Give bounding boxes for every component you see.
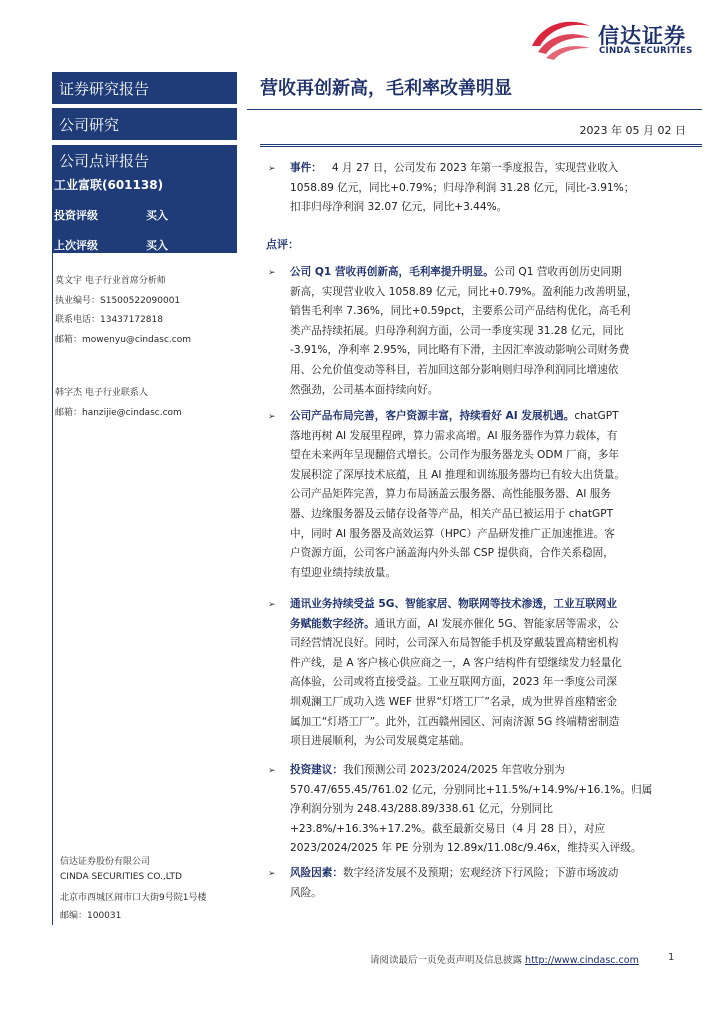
footer-text: 请阅读最后一页免责声明及信息披露 [370,955,523,966]
point-line: 器、边缘服务器及云储存设备等产品，相关产品已被运用于 chatGPT [290,507,614,520]
title-divider [247,109,702,110]
event-lead: 事件： [290,162,322,174]
bullet-arrow-icon: ➢ [268,164,276,174]
point-lead: 投资建议： [290,764,343,776]
point-line: 570.47/655.45/761.02 亿元，分别同比+11.5%/+14.9%/+16.1%。归属 [290,783,653,796]
point-line: 中，同时 AI 服务器及高效运算（HPC）产品研发推广正加速推进。客 [290,527,615,540]
bullet-arrow-icon: ➢ [268,869,276,879]
point-line: 圳观澜工厂成功入选 WEF 世界“灯塔工厂”名录，成为世界首座精密金 [290,695,618,708]
company-address: 北京市西城区闹市口大街9号院1号楼 [60,893,207,903]
company-name-en: CINDA SECURITIES CO.,LTD [60,872,182,882]
point-line: 发展积淀了深厚技术底蕴，且 AI 推理和训练服务器均已有较大出货量。 [290,468,625,481]
sub-category-label: 公司点评报告 [59,152,150,170]
point-paragraph-3 [290,595,682,752]
rating-label: 投资评级 [54,209,98,222]
point-line: 望在未来两年呈现翻倍式增长。公司作为服务器龙头 ODM 厂商，多年 [290,449,619,462]
point-line: 销售毛利率 7.36%，同比+0.59pct，主要系公司产品结构优化，高毛利 [290,305,631,318]
analyst1-email[interactable]: 邮箱：mowenyu@cindasc.com [55,335,192,345]
report-type-label: 证券研究报告 [59,79,150,98]
footer-link[interactable]: http://www.cindasc.com [525,955,639,966]
event-line: 扣非归母净利润 32.07 亿元，同比+3.44%。 [290,201,508,214]
point-line: 2023/2024/2025 年 PE 分别为 12.89x/11.08c/9.46x，维持买入评级。 [290,842,642,855]
stock-info-panel [52,145,237,253]
brand-logo [528,16,708,60]
analyst2-name: 韩字杰 电子行业联系人 [55,388,148,398]
sidebar-divider [52,253,53,925]
analyst1-name: 莫文宇 电子行业首席分析师 [55,276,166,286]
point-line: 落地再树 AI 发展里程碑，算力需求高增。AI 服务器作为算力载体，有 [290,429,618,442]
point-line: 高体验，公司或将直接受益。工业互联网方面，2023 年一季度公司深 [290,676,617,689]
rating-value: 买入 [146,209,168,222]
date-divider-2 [260,146,702,147]
bullet-arrow-icon: ➢ [268,268,276,278]
point-line: 然强劲，公司基本面持续向好。 [290,383,439,396]
bullet-arrow-icon: ➢ [268,766,276,776]
point-lead: 务赋能数字经济。 [290,617,375,630]
point-lead: 公司产品布局完善，客户资源丰富，持续看好 AI 发展机遇。 [290,410,575,422]
comment-heading: 点评： [266,238,299,251]
analyst1-license: 执业编号：S1500522090001 [55,296,181,306]
point-line: 新高，实现营业收入 1058.89 亿元，同比+0.79%。盈利能力改善明显， [290,285,638,298]
point-line: 公司 Q1 营收再创历史同期 [493,266,622,278]
point-line: 司经营情况良好。同时，公司深入布局智能手机及穿戴装置高精密机构 [290,637,619,650]
point-line: chatGPT [574,410,619,422]
point-paragraph-1 [290,263,682,400]
point-line: 通讯方面，AI 发展亦催化 5G、智能家居等需求，公 [374,617,619,630]
stock-name: 工业富联(601138) [54,178,164,192]
category-label: 公司研究 [59,115,120,134]
point-line: 有望迎业绩持续放量。 [290,566,396,579]
point-lead: 风险因素： [290,867,343,879]
logo-swoosh-icon [528,16,594,60]
category-banner [52,108,237,140]
point-line: 户资源方面，公司客户涵盖海内外头部 CSP 提供商，合作关系稳固， [290,547,614,560]
point-line: 类产品持续拓展。归母净利润方面，公司一季度实现 31.28 亿元，同比 [290,324,624,337]
event-line: 4 月 27 日，公司发布 2023 年第一季度报告，实现营业收入 [331,162,619,174]
point-lead: 通讯业务持续受益 5G、智能家居、物联网等技术渗透，工业互联网业 [290,598,617,610]
point-line: 数字经济发展不及预期；宏观经济下行风险；下游市场波动 [342,867,619,879]
page-title: 营收再创新高，毛利率改善明显 [260,78,512,99]
point-line: 属加工“灯塔工厂”。此外，江西赣州园区、河南济源 5G 终端精密制造 [290,715,620,728]
point-line: +23.8%/+16.3%+17.2%。截至最新交易日（4 月 28 日），对应 [290,822,606,835]
bullet-arrow-icon: ➢ [268,412,276,422]
point-paragraph-5 [290,864,682,903]
page-number: 1 [668,952,675,963]
event-line: 1058.89 亿元，同比+0.79%；归母净利润 31.28 亿元，同比-3.91%； [290,181,635,194]
footer-disclaimer [370,952,639,966]
date-divider [260,144,702,145]
logo-text-en: CINDA SECURITIES [599,46,693,56]
point-line: 净利润分别为 248.43/288.89/338.61 亿元，分别同比 [290,803,553,816]
point-line: 项目进展顺利，为公司发展奠定基础。 [290,735,471,748]
bullet-arrow-icon: ➢ [268,600,276,610]
point-paragraph-2 [290,407,682,583]
logo-text-cn: 信达证券 [598,24,686,48]
point-line: 我们预测公司 2023/2024/2025 年营收分别为 [342,764,565,776]
analyst2-email[interactable]: 邮箱：hanzijie@cindasc.com [55,408,182,418]
report-date: 2023 年 05 月 02 日 [579,124,686,137]
company-postcode: 邮编：100031 [60,911,122,921]
point-line: -3.91%，净利率 2.95%，同比略有下滑，主因汇率波动影响公司财务费 [290,344,630,357]
analyst1-phone: 联系电话：13437172818 [55,315,163,325]
prev-rating-label: 上次评级 [54,239,98,252]
point-line: 用、公允价值变动等科目，若加回这部分影响则归母净利润同比增速依 [290,363,619,376]
company-name-cn: 信达证券股份有限公司 [60,857,151,867]
point-line: 风险。 [290,886,322,899]
point-paragraph-4 [290,761,682,859]
point-lead: 公司 Q1 营收再创新高，毛利率提升明显。 [290,266,494,278]
point-line: 件产线，是 A 客户核心供应商之一，A 客户结构件有望继续发力轻量化 [290,656,622,669]
event-paragraph [290,159,682,218]
point-line: 公司产品矩阵完善，算力布局涵盖云服务器、高性能服务器、AI 服务 [290,488,611,501]
report-type-banner [52,72,237,104]
prev-rating-value: 买入 [146,239,168,252]
